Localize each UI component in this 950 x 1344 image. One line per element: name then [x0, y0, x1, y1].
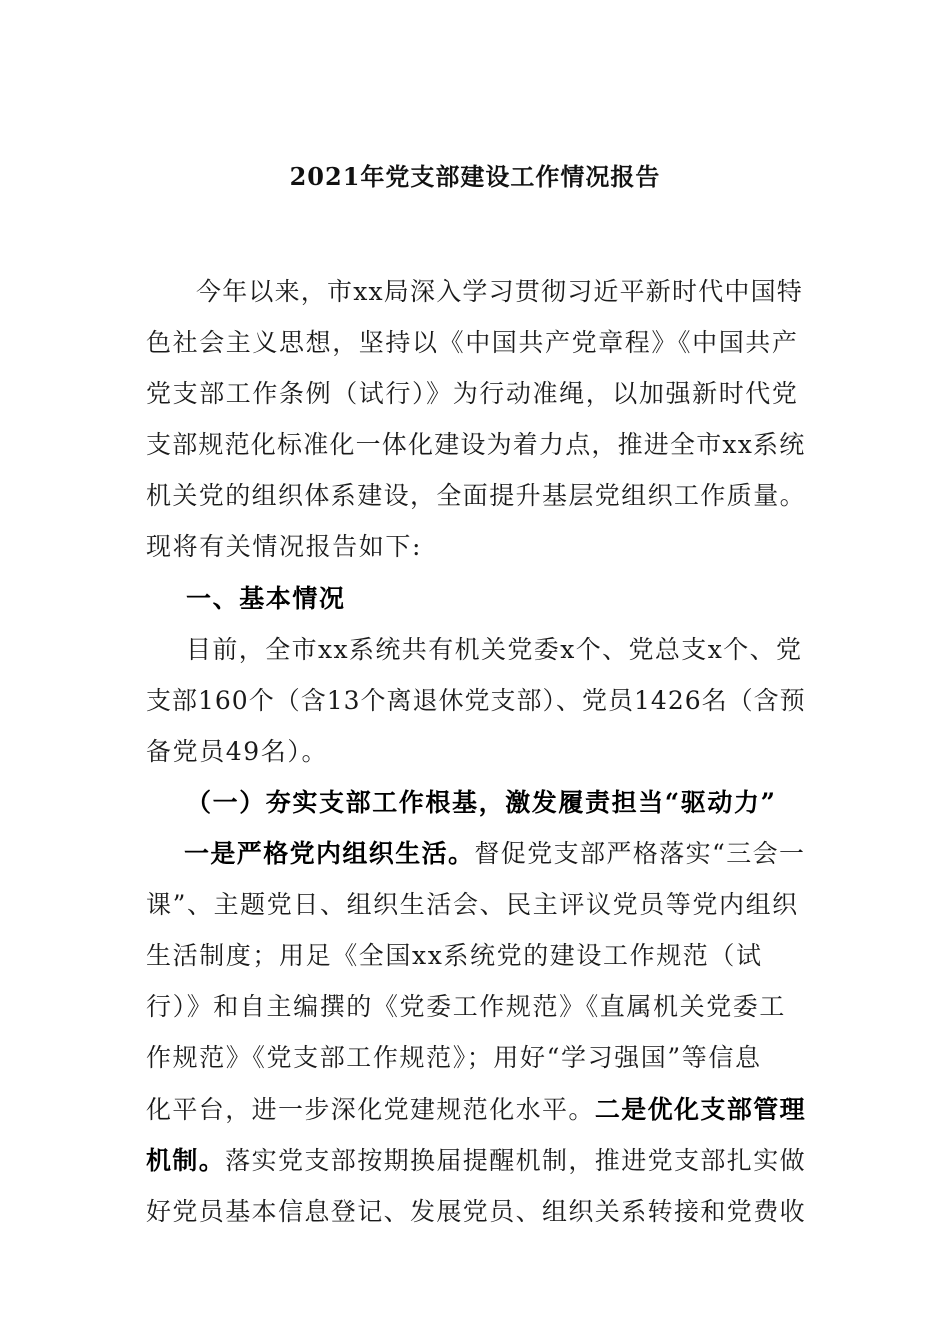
point-text: 化平台，进一步深化党建规范化水平。	[146, 1094, 595, 1124]
point-lead: 一是严格党内组织生活。	[184, 839, 475, 869]
point-text: 落实党支部按期换届提醒机制，推进党支部扎实做	[225, 1145, 807, 1175]
paragraph-line: 备党员49名）。	[146, 736, 329, 766]
document-body	[146, 266, 806, 1237]
paragraph-line: 好党员基本信息登记、发展党员、组织关系转接和党费收	[146, 1196, 807, 1226]
paragraph-line: 生活制度；用足《全国xx系统党的建设工作规范（试	[146, 941, 763, 971]
paragraph-line: 支部160个（含13个离退休党支部）、党员1426名（含预	[146, 685, 806, 715]
paragraph-line: 支部规范化标准化一体化建设为着力点，推进全市xx系统	[146, 430, 806, 460]
paragraph-line: 机关党的组织体系建设，全面提升基层党组织工作质量。	[146, 481, 807, 511]
document-title: 2021年党支部建设工作情况报告	[289, 162, 661, 191]
paragraph-line: 课”、主题党日、组织生活会、民主评议党员等党内组织	[146, 890, 799, 920]
subsection-heading: （一）夯实支部工作根基，激发履责担当“驱动力”	[186, 787, 777, 817]
paragraph-line: 党支部工作条例（试行）》为行动准绳，以加强新时代党	[146, 379, 799, 409]
paragraph-line: 作规范》《党支部工作规范》；用好“学习强国”等信息	[146, 1043, 762, 1073]
paragraph-line	[146, 1084, 806, 1135]
paragraph-line: 今年以来，市xx局深入学习贯彻习近平新时代中国特	[196, 277, 804, 306]
paragraph-line: 色社会主义思想，坚持以《中国共产党章程》《中国共产	[146, 328, 799, 358]
point-lead: 二是优化支部管理	[594, 1094, 807, 1124]
paragraph-line: 现将有关情况报告如下:	[146, 532, 423, 562]
paragraph-line: 行）》和自主编撰的《党委工作规范》《直属机关党委工	[146, 992, 787, 1022]
point-text: 督促党支部严格落实“三会一	[474, 839, 806, 869]
paragraph-line	[146, 828, 806, 879]
section-heading: 一、基本情况	[186, 583, 346, 613]
paragraph-line	[146, 1135, 806, 1186]
point-lead: 机制。	[146, 1145, 226, 1175]
paragraph-line: 目前，全市xx系统共有机关党委x个、党总支x个、党	[186, 634, 803, 664]
